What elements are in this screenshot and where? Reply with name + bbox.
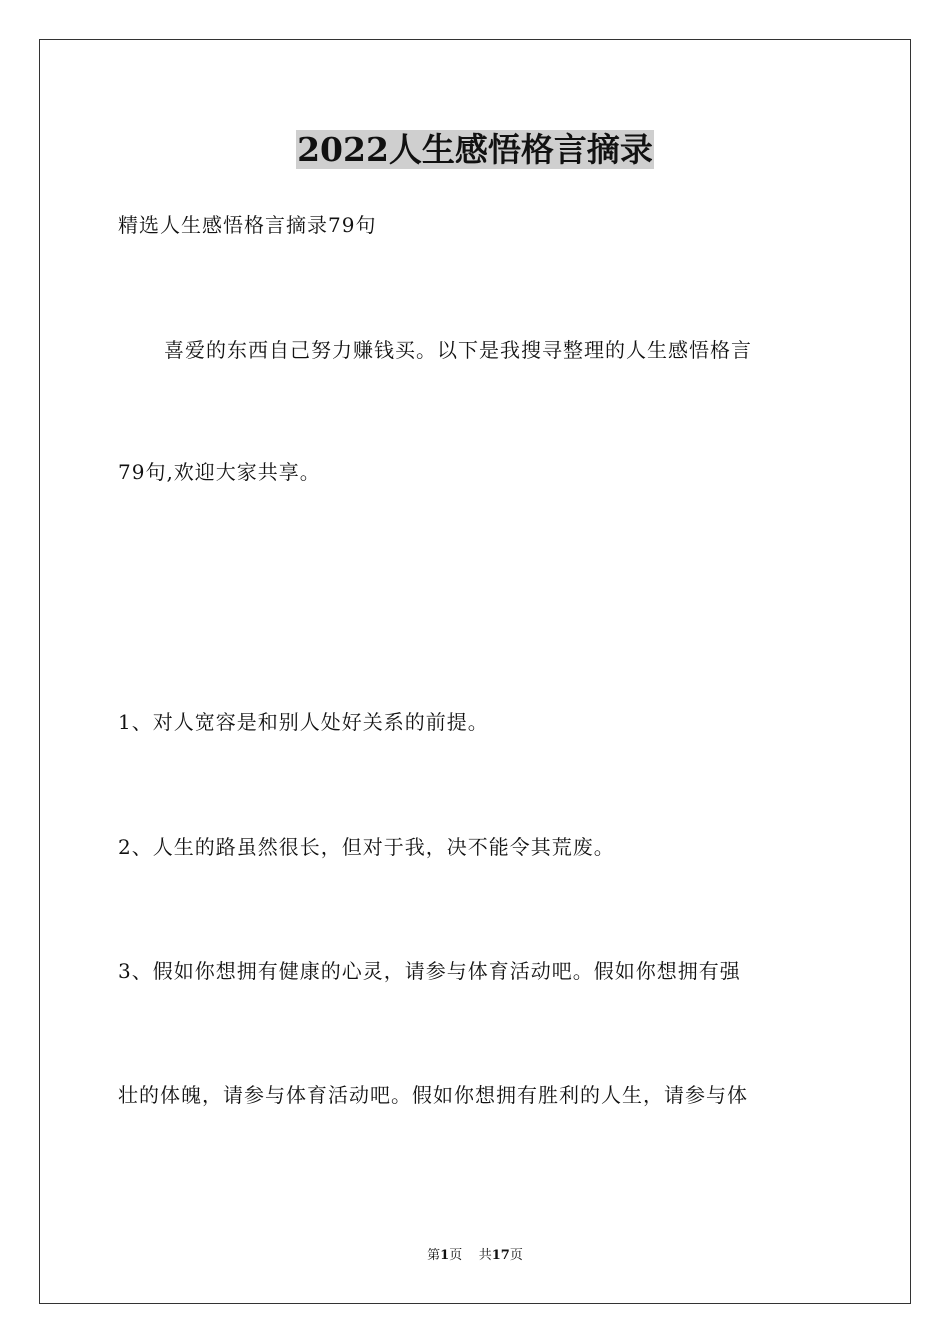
total-prefix: 共 <box>478 1248 492 1263</box>
page-prefix: 第 <box>427 1248 441 1263</box>
document-title-text: 2022人生感悟格言摘录 <box>297 130 653 169</box>
page-suffix: 页 <box>449 1248 463 1263</box>
list-item-1: 1、对人宽容是和别人处好关系的前提。 <box>118 710 489 734</box>
page-footer <box>0 1247 950 1265</box>
total-pages: 17 <box>491 1248 510 1263</box>
document-title <box>0 128 950 172</box>
total-suffix: 页 <box>509 1248 523 1263</box>
document-subtitle: 精选人生感悟格言摘录79句 <box>118 213 377 237</box>
list-item-3-line-2: 壮的体魄，请参与体育活动吧。假如你想拥有胜利的人生，请参与体 <box>118 1083 748 1107</box>
list-item-3-line-1: 3、假如你想拥有健康的心灵，请参与体育活动吧。假如你想拥有强 <box>118 959 741 983</box>
intro-line-1: 喜爱的东西自己努力赚钱买。以下是我搜寻整理的人生感悟格言 <box>164 338 752 362</box>
list-item-2: 2、人生的路虽然很长，但对于我，决不能令其荒废。 <box>118 835 615 859</box>
page-number: 1 <box>440 1248 450 1263</box>
intro-line-2: 79句,欢迎大家共享。 <box>118 460 321 484</box>
